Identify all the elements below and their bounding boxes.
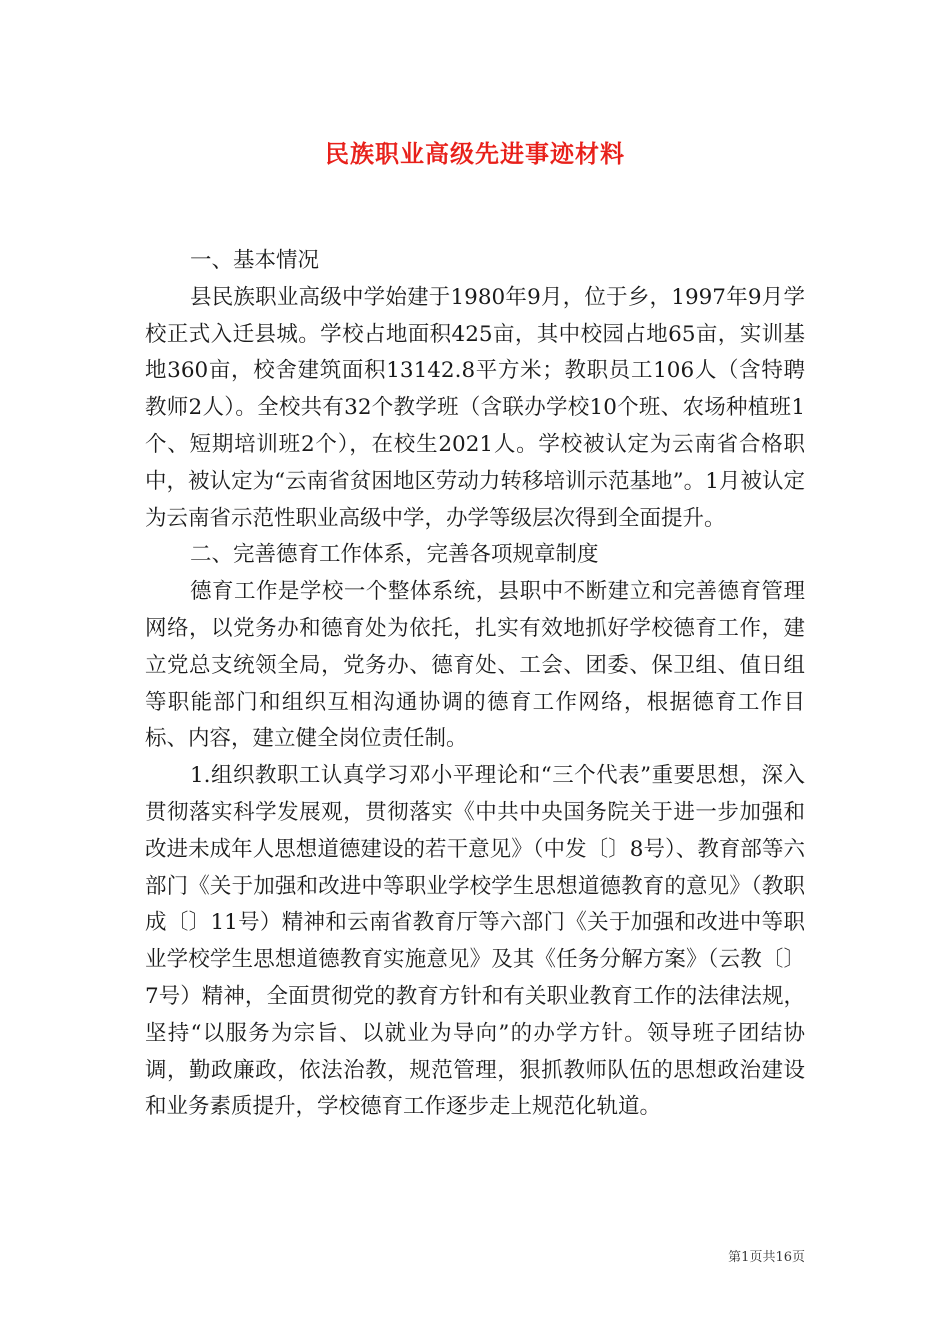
page-title: 民族职业高级先进事迹材料	[325, 139, 625, 168]
paragraph-moral-education: 德育工作是学校一个整体系统，县职中不断建立和完善德育管理网络，以党务办和德育处为依托，扎实有效地抓好学校德育工作，建立党总支统领全局，党务办、德育处、工会、团委、保卫组、值日组等职能部门和组织互相沟通协调的德育工作网络，根据德育工作目标、内容，建立健全岗位责任制。	[145, 579, 805, 752]
page-number-footer: 第1页共16页	[728, 1250, 805, 1265]
paragraph-item-1: 1.组织教职工认真学习邓小平理论和“三个代表”重要思想，深入贯彻落实科学发展观，贯彻落实《中共中央国务院关于进一步加强和改进未成年人思想道德建设的若干意见》（中发〔〕8号）、教育部等六部门《关于加强和改进中等职业学校学生思想道德教育的意见》（教职成〔〕11号）精神和云南省教育厅等六部门《关于加强和改进中等职业学校学生思想道德教育实施意见》及其《任务分解方案》（云教〔〕7号）精神，全面贯彻党的教育方针和有关职业教育工作的法律法规，坚持“以服务为宗旨、以就业为导向”的办学方针。领导班子团结协调，勤政廉政，依法治教，规范管理，狠抓教师队伍的思想政治建设和业务素质提升，学校德育工作逐步走上规范化轨道。	[145, 763, 805, 1120]
section-heading-basic-info: 一、基本情况	[190, 248, 320, 273]
paragraph-basic-info: 县民族职业高级中学始建于1980年9月，位于乡，1997年9月学校正式入迁县城。学校占地面积425亩，其中校园占地65亩，实训基地360亩，校舍建筑面积13142.8平方米；教职员工106人（含特聘教师2人）。全校共有32个教学班（含联办学校10个班、农场种植班1个、短期培训班2个），在校生2021人。学校被认定为云南省合格职中，被认定为“云南省贫困地区劳动力转移培训示范基地”。1月被认定为云南省示范性职业高级中学，办学等级层次得到全面提升。	[145, 284, 805, 531]
document-body	[145, 243, 805, 1126]
section-heading-moral-education: 二、完善德育工作体系，完善各项规章制度	[190, 542, 599, 568]
